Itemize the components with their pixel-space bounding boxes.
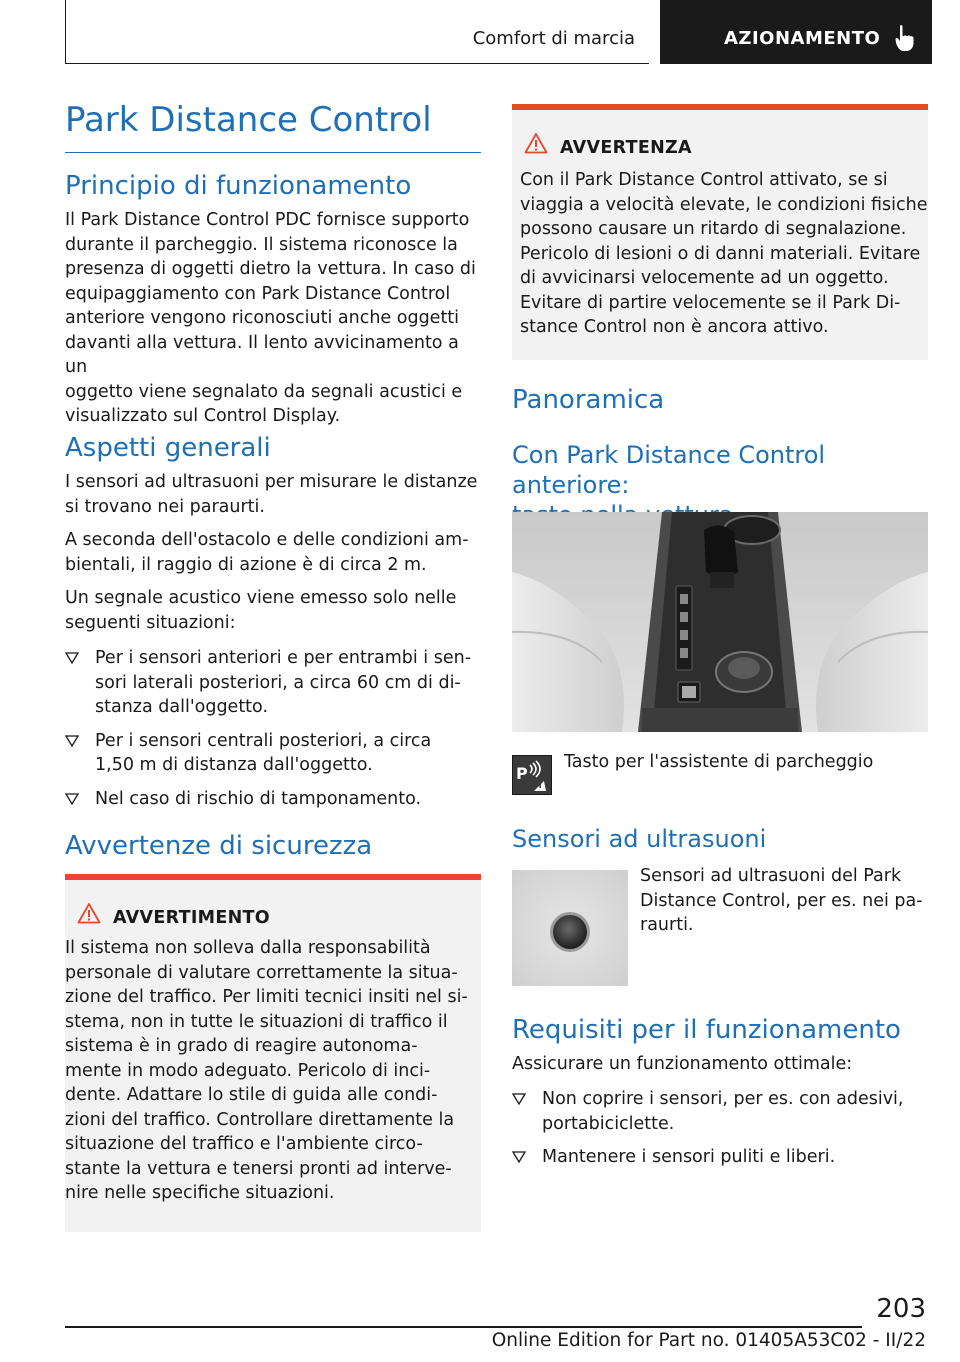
warning-line: sistema è in grado di reagire autonoma-	[65, 1036, 418, 1056]
header-chapter-label: AZIONAMENTO	[724, 28, 881, 49]
bullet-line: Per i sensori anteriori e per entrambi i sen-	[95, 648, 472, 668]
warning-line: Il sistema non solleva dalla responsabilità	[65, 938, 431, 958]
triangle-bullet-icon	[65, 735, 79, 747]
header-section-tab	[65, 0, 649, 64]
principle-section	[65, 170, 481, 429]
ultrasonic-sensor-photo	[512, 870, 628, 986]
list-item	[65, 646, 481, 720]
general-line: si trovano nei paraurti.	[65, 496, 265, 517]
sensors-caption	[640, 864, 928, 938]
general-line: Un segnale acustico viene emesso solo nelle	[65, 588, 457, 608]
warning-line: stema, non in tutte le situazioni di traffico il	[65, 1011, 448, 1032]
general-line: bientali, il raggio di azione è di circa 2 m.	[65, 554, 427, 575]
principle-text	[65, 208, 481, 429]
pointing-hand-icon	[894, 24, 916, 52]
sensors-heading: Sensori ad ultrasuoni	[512, 825, 767, 853]
caution-text	[520, 168, 930, 340]
warning-line: stante la vettura e tenersi pronti ad interve-	[65, 1158, 452, 1179]
sensors-caption-line: raurti.	[640, 915, 694, 935]
sensors-caption-line: Distance Control, per es. nei pa-	[640, 890, 923, 911]
sensors-caption-line: Sensori ad ultrasuoni del Park	[640, 866, 902, 886]
bullet-line: Nel caso di rischio di tamponamento.	[95, 788, 422, 809]
principle-line: davanti alla vettura. Il lento avvicinamento a un	[65, 332, 459, 377]
bullet-line: Non coprire i sensori, per es. con adesivi,	[542, 1089, 904, 1109]
general-paragraph-1	[65, 470, 481, 519]
principle-line: visualizzato sul Control Display.	[65, 406, 341, 426]
warning-line: situazione del traffico e l'ambiente circo-	[65, 1134, 423, 1154]
triangle-bullet-icon	[512, 1151, 526, 1163]
sensor-illustration	[512, 870, 628, 986]
requirements-bullets	[512, 1087, 928, 1170]
caution-line: possono causare un ritardo di segnalazione.	[520, 219, 907, 239]
list-item	[512, 1087, 928, 1136]
signal-bullets	[65, 646, 481, 811]
center-console-photo	[512, 512, 928, 732]
principle-line: presenza di oggetti dietro la vettura. In caso di	[65, 259, 476, 279]
header-section-label: Comfort di marcia	[472, 28, 635, 49]
general-line: seguenti situazioni:	[65, 612, 236, 633]
bullet-line: stanza dall'oggetto.	[95, 697, 269, 717]
general-paragraph-3	[65, 586, 481, 635]
general-line: I sensori ad ultrasuoni per misurare le distanze	[65, 472, 478, 492]
requirements-intro: Assicurare un funzionamento ottimale:	[512, 1054, 853, 1074]
header-chapter-tab	[660, 0, 932, 64]
warning-box	[65, 874, 481, 1232]
general-line: A seconda dell'ostacolo e delle condizioni am-	[65, 530, 469, 550]
principle-line: anteriore vengono riconosciuti anche oggetti	[65, 308, 460, 328]
triangle-bullet-icon	[512, 1093, 526, 1105]
warning-triangle-icon	[524, 132, 548, 154]
triangle-bullet-icon	[65, 793, 79, 805]
warning-line: zioni del traffico. Controllare direttamente la	[65, 1109, 455, 1130]
warning-title: AVVERTIMENTO	[113, 908, 270, 928]
caution-line: Con il Park Distance Control attivato, se si	[520, 170, 888, 190]
bullet-line: portabiciclette.	[542, 1113, 675, 1134]
footer-divider	[65, 1326, 862, 1328]
list-item	[512, 1145, 928, 1170]
list-item	[65, 787, 481, 812]
warning-triangle-icon	[77, 902, 101, 924]
edition-note: Online Edition for Part no. 01405A53C02 - II/22	[491, 1330, 926, 1351]
principle-line: durante il parcheggio. Il sistema riconosce la	[65, 234, 458, 255]
warning-line: nire nelle specifiche situazioni.	[65, 1183, 335, 1203]
bullet-line: sori laterali posteriori, a circa 60 cm di di-	[95, 672, 461, 693]
page-title: Park Distance Control	[65, 98, 481, 153]
park-assist-icon	[512, 755, 552, 795]
general-paragraph-2	[65, 528, 481, 577]
park-assist-button-icon	[512, 755, 552, 795]
warning-line: personale di valutare correttamente la situa-	[65, 962, 458, 983]
principle-line: equipaggiamento con Park Distance Control	[65, 283, 451, 304]
warning-line: dente. Adattare lo stile di guida alle condi-	[65, 1085, 438, 1105]
caution-title: AVVERTENZA	[560, 138, 692, 158]
principle-heading: Principio di funzionamento	[65, 171, 412, 201]
caution-line: viaggia a velocità elevate, le condizioni fisiche	[520, 194, 928, 215]
warning-line: mente in modo adeguato. Pericolo di inci-	[65, 1060, 431, 1081]
svg-text:P: P	[516, 764, 528, 783]
overview-heading: Panoramica	[512, 385, 665, 415]
warning-line: zione del traffico. Per limiti tecnici insiti nel si-	[65, 987, 468, 1007]
caution-line: Pericolo di lesioni o di danni materiali. Evitare	[520, 243, 921, 264]
caution-line: Evitare di partire velocemente se il Park Di-	[520, 292, 901, 313]
front-pdc-heading-line: Con Park Distance Control anteriore:	[512, 441, 826, 499]
button-caption: Tasto per l'assistente di parcheggio	[564, 752, 874, 772]
triangle-bullet-icon	[65, 652, 79, 664]
bullet-line: Per i sensori centrali posteriori, a circa	[95, 730, 432, 751]
principle-line: Il Park Distance Control PDC fornisce supporto	[65, 210, 470, 230]
caution-line: stance Control non è ancora attivo.	[520, 317, 829, 337]
warning-text	[65, 936, 481, 1206]
caution-box	[512, 104, 928, 360]
list-item	[65, 729, 481, 778]
bullet-line: 1,50 m di distanza dall'oggetto.	[95, 755, 373, 775]
general-section	[65, 432, 481, 811]
caution-line: di avvicinarsi velocemente ad un oggetto.	[520, 268, 889, 288]
page-number: 203	[876, 1294, 926, 1324]
general-heading: Aspetti generali	[65, 433, 271, 463]
center-console-illustration	[512, 512, 928, 732]
requirements-heading: Requisiti per il funzionamento	[512, 1015, 901, 1045]
principle-line: oggetto viene segnalato da segnali acustici e	[65, 381, 463, 402]
safety-heading: Avvertenze di sicurezza	[65, 831, 373, 861]
bullet-line: Mantenere i sensori puliti e liberi.	[542, 1147, 836, 1167]
